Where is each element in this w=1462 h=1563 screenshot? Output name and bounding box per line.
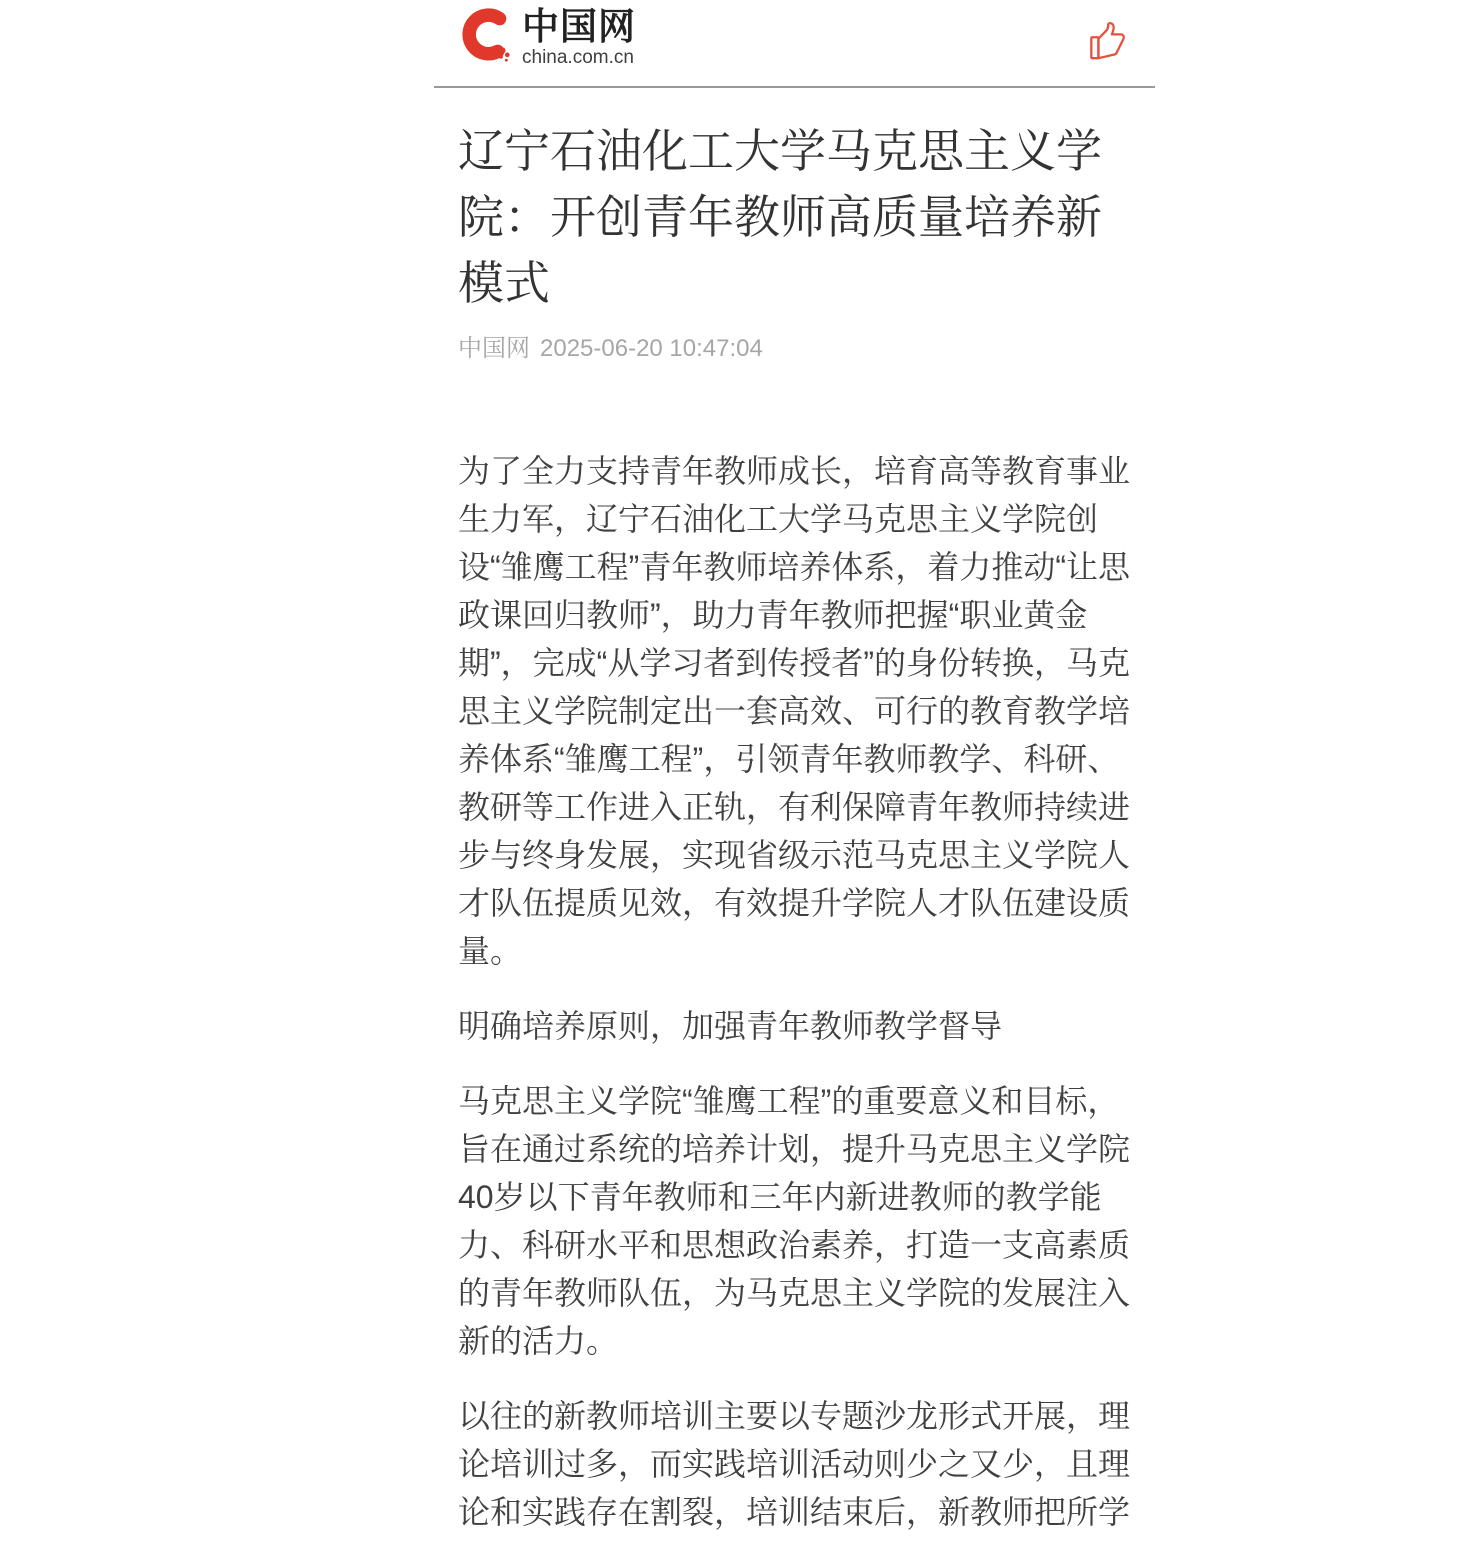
- brand-domain: china.com.cn: [522, 47, 634, 68]
- china-net-logo-icon: [458, 8, 516, 64]
- article-body: [458, 447, 1131, 1536]
- like-button[interactable]: [1087, 22, 1127, 66]
- thumbs-up-icon: [1088, 22, 1126, 63]
- article-paragraph: 为了全力支持青年教师成长，培育高等教育事业生力军，辽宁石油化工大学马克思主义学院创设“雏鹰工程”青年教师培养体系，着力推动“让思政课回归教师”，助力青年教师把握“职业黄金期”，完成“从学习者到传授者”的身份转换，马克思主义学院制定出一套高效、可行的教育教学培养体系“雏鹰工程”，引领青年教师教学、科研、教研等工作进入正轨，有利保障青年教师持续进步与终身发展，实现省级示范马克思主义学院人才队伍提质见效，有效提升学院人才队伍建设质量。: [458, 453, 1131, 969]
- article-page: [434, 0, 1155, 1563]
- article-source: 中国网: [458, 335, 530, 362]
- article-subheading: 明确培养原则，加强青年教师教学督导: [458, 1008, 1003, 1044]
- site-header: [434, 0, 1155, 86]
- brand-name: 中国网: [522, 6, 636, 47]
- china-net-logo[interactable]: [458, 8, 636, 68]
- article-datetime: 2025-06-20 10:47:04: [540, 335, 763, 362]
- article-paragraph: 马克思主义学院“雏鹰工程”的重要意义和目标，旨在通过系统的培养计划，提升马克思主义学院40岁以下青年教师和三年内新进教师的教学能力、科研水平和思想政治素养，打造一支高素质的青年教师队伍，为马克思主义学院的发展注入新的活力。: [458, 1083, 1131, 1359]
- header-divider: [434, 86, 1155, 88]
- article-meta: [458, 334, 1131, 364]
- article-paragraph: 以往的新教师培训主要以专题沙龙形式开展，理论培训过多，而实践培训活动则少之又少，且理论和实践存在割裂，培训结束后，新教师把所学: [458, 1398, 1131, 1530]
- brand-text-block: [522, 8, 636, 68]
- article-title: 辽宁石油化工大学马克思主义学院：开创青年教师高质量培养新模式: [458, 125, 1102, 309]
